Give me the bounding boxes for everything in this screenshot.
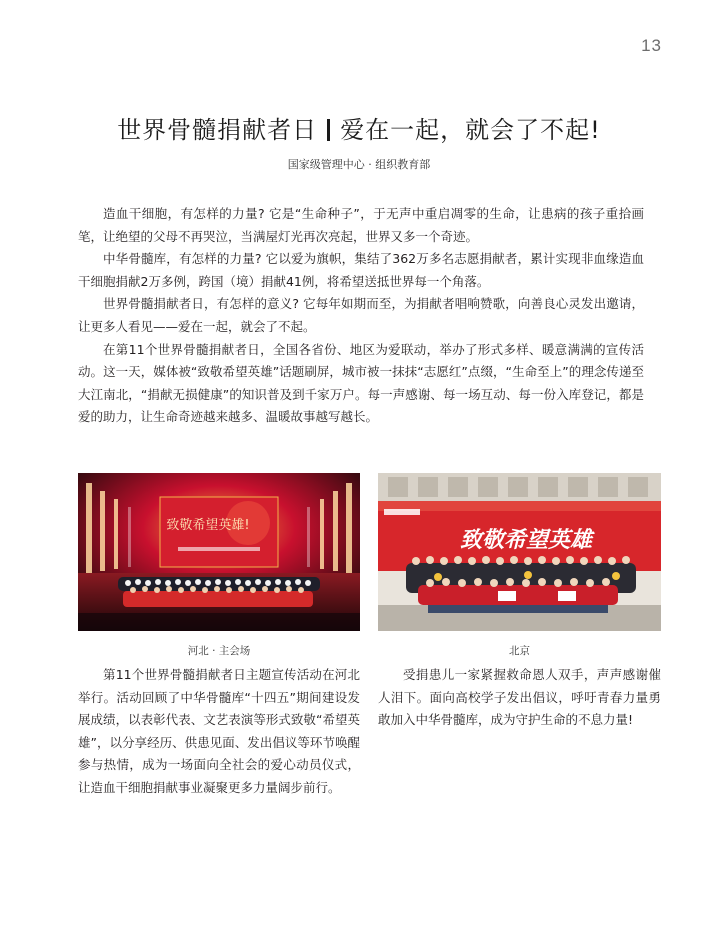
caption-hebei: 河北 · 主会场	[187, 645, 251, 657]
beijing-description: 受捐患儿一家紧握救命恩人双手，声声感谢催人泪下。面向高校学子发出倡议，呼吁青春力量勇敢加入中华骨髓库，成为守护生命的不息力量!	[378, 667, 661, 728]
page-number: 13	[641, 36, 662, 55]
paragraph-1: 造血干细胞，有怎样的力量? 它是“生命种子”，于无声中重启凋零的生命，让患病的孩子重拾画笔，让绝望的父母不再哭泣，当满屋灯光再次亮起，世界又多一个奇迹。	[78, 206, 644, 244]
photo-hebei-illustration	[78, 473, 360, 631]
title-separator	[327, 119, 330, 141]
title-left: 世界骨髓捐献者日	[117, 116, 318, 144]
article-body	[78, 203, 644, 429]
paragraph-3: 世界骨髓捐献者日，有怎样的意义? 它每年如期而至，为捐献者唱响赞歌，向善良心灵发出邀请，让更多人看见——爱在一起，就会了不起。	[78, 296, 644, 334]
caption-beijing: 北京	[509, 645, 530, 657]
photo-beijing	[378, 473, 661, 631]
backdrop-banner-text: 致敬希望英雄	[459, 528, 593, 553]
title-right: 爱在一起，就会了不起!	[340, 116, 601, 144]
paragraph-4: 在第11个世界骨髓捐献者日，全国各省份、地区为爱联动，举办了形式多样、暖意满满的宣传活动。这一天，媒体被“致敬希望英雄”话题刷屏，城市被一抹抹“志愿红”点缀，“生命至上”的理念传递至大江南北，“捐献无损健康”的知识普及到千家万户。每一声感谢、每一场互动、每一份入库登记，都是爱的助力，让生命奇迹越来越多、温暖故事越写越长。	[78, 341, 644, 425]
hebei-description: 第11个世界骨髓捐献者日主题宣传活动在河北举行。活动回顾了中华骨髓库“十四五”期间建设发展成绩，以表彰代表、文艺表演等形式致敬“希望英雄”，以分享经历、供患见面、发出倡议等环节唤醒参与热情，成为一场面向全社会的爱心动员仪式，让造血干细胞捐献事业凝聚更多力量阔步前行。	[78, 667, 360, 795]
paragraph-2: 中华骨髓库，有怎样的力量? 它以爱为旗帜，集结了362万多名志愿捐献者，累计实现非血缘造血干细胞捐献2万多例，跨国（境）捐献41例，将希望送抵世界每一个角落。	[78, 251, 644, 289]
photo-hebei	[78, 473, 360, 631]
page-title	[0, 110, 718, 145]
stage-banner-text: 致敬希望英雄!	[166, 518, 250, 533]
byline: 国家级管理中心 · 组织教育部	[287, 158, 431, 171]
photo-beijing-illustration	[378, 473, 661, 631]
